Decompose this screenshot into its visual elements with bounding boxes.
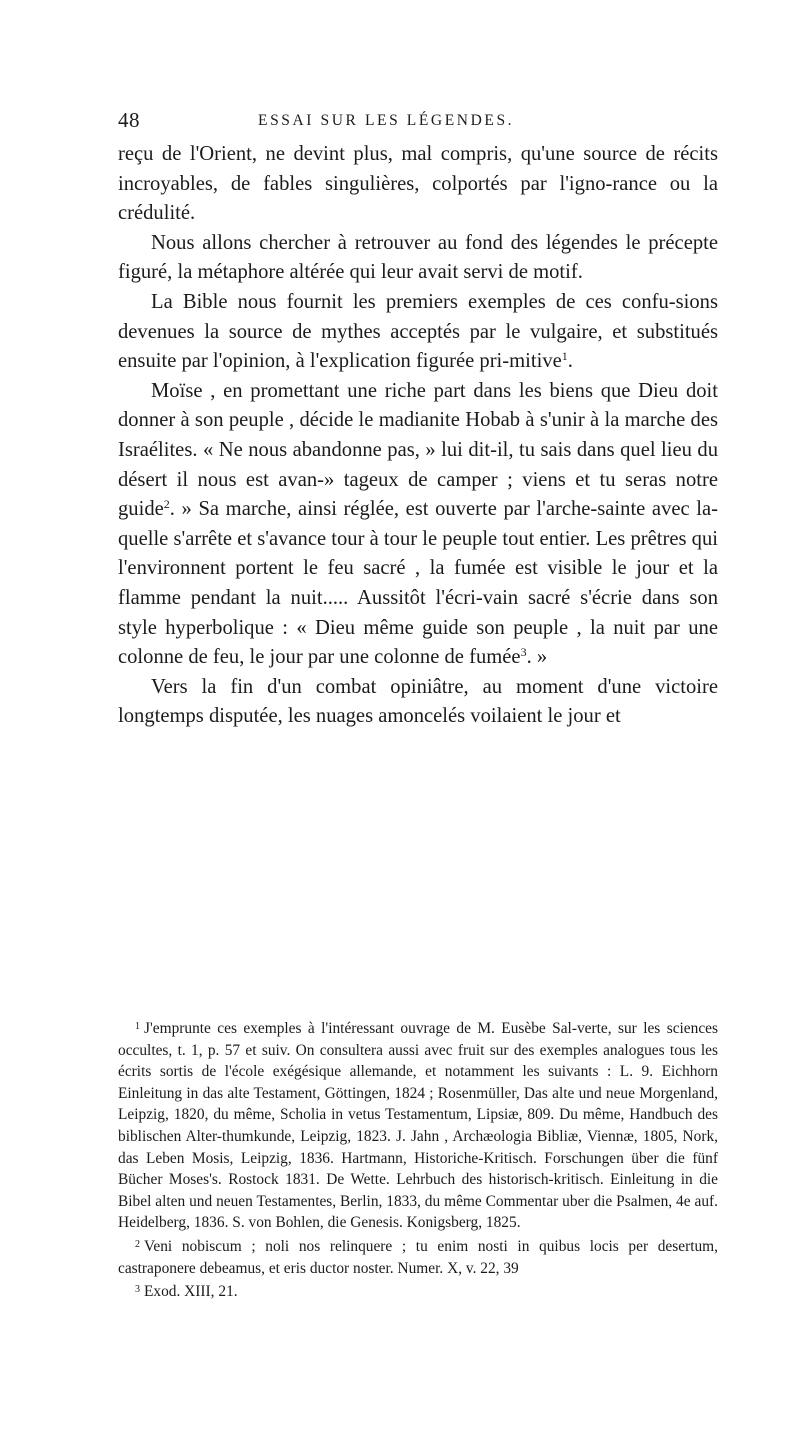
footnote-mark: 3	[135, 1284, 140, 1296]
footnote-ref-2[interactable]: 2	[163, 497, 170, 512]
footnote-mark: 2	[135, 1238, 140, 1250]
footnote-text: Veni nobiscum ; noli nos relinquere ; tu enim nosti in quibus locis per desertum, castraponere debeamus, et eris ductor noster. Numer. X, v. 22, 39	[118, 1237, 718, 1277]
footnote-text: Exod. XIII, 21.	[144, 1283, 238, 1301]
footnote-mark: 1	[135, 1021, 140, 1032]
footnote-1	[118, 1016, 718, 1234]
footnote-2	[118, 1234, 718, 1279]
running-title: ESSAI SUR LES LÉGENDES.	[258, 112, 515, 129]
page-number: 48	[118, 108, 140, 132]
footnote-ref-3[interactable]: 3	[520, 645, 527, 660]
footnote-ref-1[interactable]: 1	[561, 349, 568, 364]
footnote-text: J'emprunte ces exemples à l'intéressant ouvrage de M. Eusèbe Sal-verte, sur les sciences occultes, t. 1, p. 57 et suiv. On consultera aussi avec fruit sur des exemples analogues tous les écrits sortis de l'école exégésique allemande, et notamment les suivants : L. 9. Eichhorn Einleitung in das alte Testament, Göttingen, 1824 ; Rosenmüller, Das alte und neue Morgenland, Leipzig, 1820, du même, Scholia in vetus Testamentum, Lipsiæ, 809. Du même, Handbuch des biblischen Alter-thumkunde, Leipzig, 1823. J. Jahn , Archæologia Bibliæ, Viennæ, 1805, Nork, das Leben Mosis, Leipzig, 1836. Hartmann, Historiche-Kritisch. Forschungen über die fünf Bücher Moses's. Rostock 1831. De Wette. Lehrbuch des historisch-kritisch. Einleitung in die Bibel alten und neuen Testamentes, Berlin, 1833, du même Commentar uber die Psalmen, 4e auf. Heidelberg, 1836. S. von Bohlen, die Genesis. Konigsberg, 1825.	[118, 1020, 718, 1232]
footnote-3	[118, 1279, 718, 1303]
footnotes	[118, 1016, 718, 1303]
paragraph-2: Nous allons chercher à retrouver au fond des légendes le précepte figuré, la métaphore altérée qui leur avait servi de motif.	[118, 231, 718, 284]
body-text	[118, 140, 718, 732]
paragraph-1: reçu de l'Orient, ne devint plus, mal compris, qu'une source de récits incroyables, de fables singulières, colportés par l'igno-rance ou la crédulité.	[118, 143, 718, 225]
paragraph-5: Vers la fin d'un combat opiniâtre, au moment d'une victoire longtemps disputée, les nuages amoncelés voilaient le jour et	[118, 675, 718, 728]
paragraph-4: Moïse , en promettant une riche part dans les biens que Dieu doit donner à son peuple , décide le madianite Hobab à s'unir à la marche des Israélites. « Ne nous abandonne pas, » lui dit-il, tu sais dans quel lieu du désert il nous est avan-» tageux de camper ; viens et tu seras notre guide$^2$. » Sa marche, ainsi réglée, est ouverte par l'arche-sainte avec la-quelle s'arrête et s'avance tour à tour le peuple tout entier. Les prêtres qui l'environnent portent le feu sacré , la fumée est visible le jour et la flamme pendant la nuit..... Aussitôt l'écri-vain sacré s'écrie dans son style hyperbolique : « Dieu même guide son peuple , la nuit par une colonne de feu, le jour par une colonne de fumée$^3$. »	[118, 379, 718, 669]
paragraph-3: La Bible nous fournit les premiers exemples de ces confu-sions devenues la source de mythes acceptés par le vulgaire, et substitués ensuite par l'opinion, à l'explication figurée pri-mitive$^1$.	[118, 290, 718, 373]
running-head	[118, 108, 718, 132]
